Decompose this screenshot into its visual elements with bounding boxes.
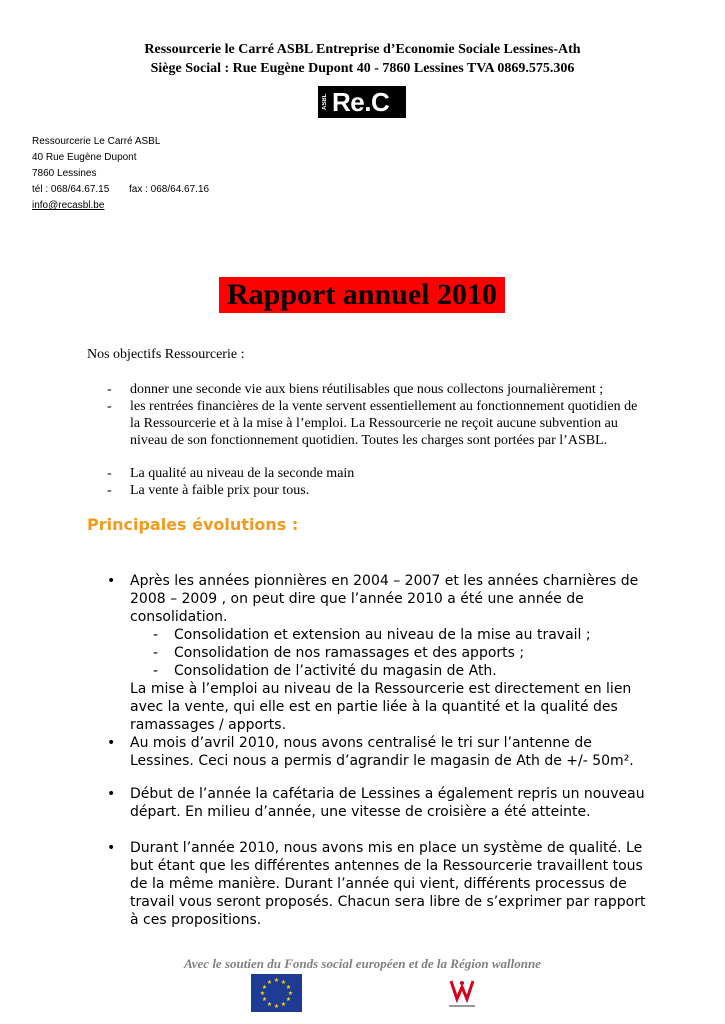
eu-stars-icon: [251, 974, 302, 1012]
objectives-intro: Nos objectifs Ressourcerie :: [87, 347, 245, 362]
evolution-continuation: La mise à l’emploi au niveau de la Ressourcerie est directement en lien avec la vente, qui elle est en partie liée à la quantité et la qualité des ramassages / apports.: [130, 681, 632, 733]
svg-text:★: ★: [285, 996, 292, 1003]
svg-text:★: ★: [259, 990, 266, 997]
bullet-marker: •: [107, 840, 116, 856]
objective-item: La qualité au niveau de la seconde main: [130, 466, 355, 481]
svg-text:★: ★: [261, 984, 268, 991]
consolidation-item: Consolidation de l’activité du magasin de Ath.: [174, 663, 497, 679]
address-fax: fax : 068/64.67.16: [129, 184, 210, 195]
svg-text:★: ★: [287, 990, 294, 997]
svg-text:★: ★: [266, 979, 273, 986]
wallonia-rooster-icon: [437, 975, 487, 1013]
dash-marker: -: [153, 627, 159, 643]
header-line-2: Siège Social : Rue Eugène Dupont 40 - 7860 Lessines TVA 0869.575.306: [150, 61, 575, 76]
footer-support-text: Avec le soutien du Fonds social européen et de la Région wallonne: [184, 956, 541, 971]
bullet-marker: •: [107, 573, 116, 589]
svg-text:★: ★: [261, 996, 268, 1003]
dash-marker: -: [107, 399, 112, 414]
svg-text:★: ★: [273, 977, 280, 984]
eu-flag-logo: [251, 974, 302, 1012]
dash-marker: -: [153, 663, 159, 679]
svg-text:★: ★: [280, 1001, 287, 1008]
address-city: 7860 Lessines: [32, 168, 97, 179]
evolution-item: Durant l’année 2010, nous avons mis en place un système de qualité. Le but étant que les différentes antennes de la Ressourcerie travaillent tous de la même manière. Durant l’année qui vient, différents processus de travail vous seront proposés. Chacun sera libre de s’exprimer par rapport à ces propositions.: [130, 840, 646, 928]
logo-text: Re.C: [332, 87, 390, 117]
objective-item: La vente à faible prix pour tous.: [130, 483, 310, 498]
bullet-marker: •: [107, 786, 116, 802]
objective-item: donner une seconde vie aux biens réutilisables que nous collectons journalièrement ;: [130, 382, 604, 397]
header-line-1: Ressourcerie le Carré ASBL Entreprise d’Economie Sociale Lessines-Ath: [144, 42, 581, 57]
consolidation-item: Consolidation et extension au niveau de la mise au travail ;: [174, 627, 591, 643]
objective-item: les rentrées financières de la vente servent essentiellement au fonctionnement quotidien de la Ressourcerie et à la mise à l’emploi. La Ressourcerie ne reçoit aucune subvention au niveau de son fonctionnement quotidien. Toutes les charges sont portées par l’ASBL.: [130, 399, 638, 448]
dash-marker: -: [153, 645, 159, 661]
evolution-item: Au mois d’avril 2010, nous avons centralisé le tri sur l’antenne de Lessines. Ceci nous a permis d’agrandir le magasin de Ath de +/- 50m².: [130, 735, 634, 769]
evolution-item: Après les années pionnières en 2004 – 2007 et les années charnières de 2008 – 2009 , on peut dire que l’année 2010 a été une année de consolidation.: [130, 573, 639, 625]
email-link[interactable]: info@recasbl.be: [32, 200, 105, 211]
address-street: 40 Rue Eugène Dupont: [32, 152, 137, 163]
address-name: Ressourcerie Le Carré ASBL: [32, 136, 161, 147]
wallonia-region-logo: [437, 975, 487, 1013]
bullet-marker: •: [107, 735, 116, 751]
svg-text:★: ★: [266, 1001, 273, 1008]
svg-text:★: ★: [273, 1003, 280, 1010]
evolution-item: Début de l’année la cafétaria de Lessines a également repris un nouveau départ. En milieu d’année, une vitesse de croisière a été atteinte.: [130, 786, 645, 820]
report-title: Rapport annuel 2010: [219, 277, 505, 313]
rec-logo: [318, 86, 406, 118]
address-tel: tél : 068/64.67.15: [32, 184, 110, 195]
svg-text:★: ★: [285, 984, 292, 991]
dash-marker: -: [107, 382, 112, 397]
dash-marker: -: [107, 483, 112, 498]
logo-asbl-text: ASBL: [322, 93, 328, 111]
consolidation-item: Consolidation de nos ramassages et des apports ;: [174, 645, 525, 661]
dash-marker: -: [107, 466, 112, 481]
section-title: Principales évolutions :: [87, 515, 299, 534]
svg-text:★: ★: [280, 979, 287, 986]
